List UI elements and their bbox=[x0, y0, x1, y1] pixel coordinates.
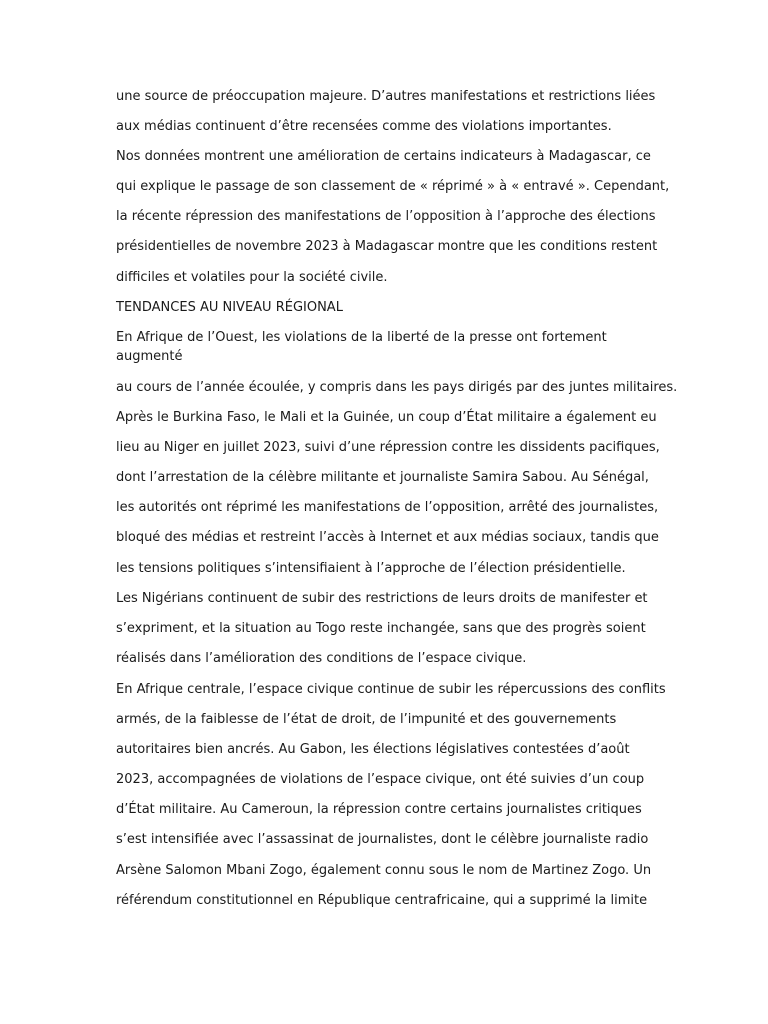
text-line: Nos données montrent une amélioration de certains indicateurs à Madagascar, ce bbox=[116, 149, 651, 164]
text-line: d’État militaire. Au Cameroun, la répression contre certains journalistes critiques bbox=[116, 802, 642, 817]
text-line: au cours de l’année écoulée, y compris dans les pays dirigés par des juntes militaires. bbox=[116, 380, 678, 395]
text-line: présidentielles de novembre 2023 à Madagascar montre que les conditions restent bbox=[116, 239, 658, 254]
text-line: autoritaires bien ancrés. Au Gabon, les élections législatives contestées d’août bbox=[116, 742, 630, 757]
text-line: 2023, accompagnées de violations de l’espace civique, ont été suivies d’un coup bbox=[116, 772, 645, 787]
text-line: lieu au Niger en juillet 2023, suivi d’une répression contre les dissidents pacifiques, bbox=[116, 440, 660, 455]
text-line: la récente répression des manifestations de l’opposition à l’approche des élections bbox=[116, 209, 656, 224]
text-line: dont l’arrestation de la célèbre militante et journaliste Samira Sabou. Au Sénégal, bbox=[116, 470, 649, 485]
text-line: référendum constitutionnel en République centrafricaine, qui a supprimé la limite bbox=[116, 893, 648, 908]
text-line: aux médias continuent d’être recensées comme des violations importantes. bbox=[116, 119, 612, 134]
text-line: bloqué des médias et restreint l’accès à Internet et aux médias sociaux, tandis que bbox=[116, 530, 659, 545]
text-line: Les Nigérians continuent de subir des restrictions de leurs droits de manifester et bbox=[116, 591, 648, 606]
text-line: difficiles et volatiles pour la société civile. bbox=[116, 270, 388, 285]
text-line: s’expriment, et la situation au Togo reste inchangée, sans que des progrès soient bbox=[116, 621, 646, 636]
text-line: armés, de la faiblesse de l’état de droit, de l’impunité et des gouvernements bbox=[116, 712, 617, 727]
text-line: En Afrique centrale, l’espace civique continue de subir les répercussions des conflits bbox=[116, 682, 666, 697]
text-line: augmenté bbox=[116, 349, 183, 364]
section-heading: TENDANCES AU NIVEAU RÉGIONAL bbox=[116, 300, 343, 315]
text-line: Après le Burkina Faso, le Mali et la Guinée, un coup d’État militaire a également eu bbox=[116, 410, 657, 425]
text-line: les autorités ont réprimé les manifestations de l’opposition, arrêté des journalistes, bbox=[116, 500, 659, 515]
text-line: qui explique le passage de son classement de « réprimé » à « entravé ». Cependant, bbox=[116, 179, 670, 194]
text-line: une source de préoccupation majeure. D’autres manifestations et restrictions liées bbox=[116, 89, 656, 104]
text-line: s’est intensifiée avec l’assassinat de journalistes, dont le célèbre journaliste radio bbox=[116, 832, 649, 847]
text-line: réalisés dans l’amélioration des conditions de l’espace civique. bbox=[116, 651, 527, 666]
text-line: En Afrique de l’Ouest, les violations de la liberté de la presse ont fortement bbox=[116, 330, 607, 345]
text-line: Arsène Salomon Mbani Zogo, également connu sous le nom de Martinez Zogo. Un bbox=[116, 863, 652, 878]
text-line: les tensions politiques s’intensifiaient à l’approche de l’élection présidentielle. bbox=[116, 561, 626, 576]
